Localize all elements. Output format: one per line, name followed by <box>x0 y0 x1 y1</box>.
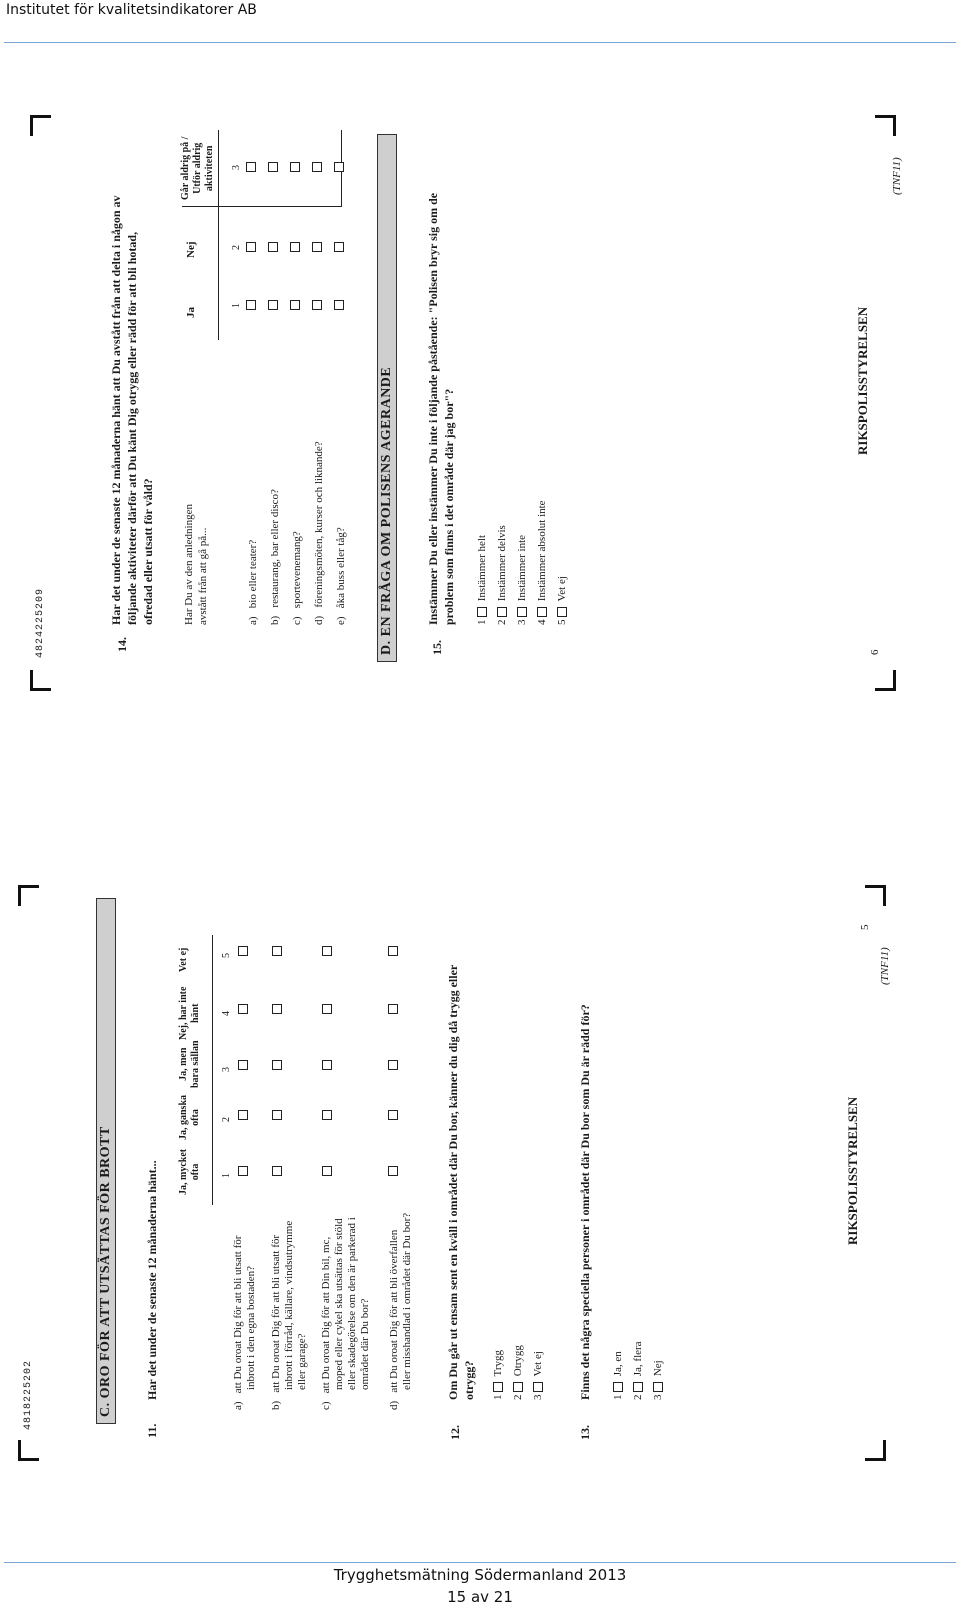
checkbox[interactable] <box>388 1004 398 1014</box>
crop-mark <box>875 115 896 136</box>
checkbox[interactable] <box>290 162 300 172</box>
q14-row-b: b) restaurang, bar eller disco? <box>269 489 281 625</box>
q13-text: Finns det några speciella personer i området där Du bor som Du är rädd för? <box>578 1004 592 1400</box>
checkbox[interactable] <box>322 1110 332 1120</box>
checkbox[interactable] <box>272 1004 282 1014</box>
q14-text: Har det under de senaste 12 månaderna hänt att Du avstått från att delta i någon av följande aktiviteter därför att Du känt Dig otrygg eller rädd för att bli hotad, ofredad eller utsatt för våld? <box>109 195 155 625</box>
checkbox[interactable] <box>493 1382 503 1392</box>
checkbox[interactable] <box>388 1110 398 1120</box>
checkbox[interactable] <box>557 607 567 617</box>
q14-num: 2 <box>231 245 242 250</box>
q11-col-4: Nej, har inte hänt <box>178 986 201 1040</box>
q12-option-1: 1 Trygg <box>492 1349 504 1400</box>
q12-options <box>488 1345 548 1400</box>
checkbox[interactable] <box>613 1382 623 1392</box>
header-rule <box>4 42 956 43</box>
q14-col-ja: Ja <box>185 307 197 318</box>
header-company: Institutet för kvalitetsindikatorer AB <box>6 2 257 18</box>
checkbox[interactable] <box>272 1166 282 1176</box>
q15-text: Instämmer Du eller instämmer Du inte i följande påstående: "Polisen bryr sig om de problem som finns i det område där jag bor"? <box>426 192 456 625</box>
q14-intro: Har Du av den anledningen avstått från att gå på... <box>183 504 209 625</box>
crop-mark <box>875 670 896 691</box>
q14-header-rule <box>218 130 219 340</box>
barcode-number: 4818225202 <box>23 1359 34 1430</box>
checkbox[interactable] <box>246 162 256 172</box>
q14-row-a: a) bio eller teater? <box>247 539 259 625</box>
checkbox[interactable] <box>322 1166 332 1176</box>
q11-num: 2 <box>221 1117 232 1122</box>
barcode-number: 4824225209 <box>35 587 46 658</box>
q13-option-1: 1 Ja, en <box>612 1351 624 1400</box>
section-d-title: D. EN FRÅGA OM POLISENS AGERANDE <box>377 134 397 662</box>
page-number: 6 <box>869 649 881 655</box>
footer-title: Trygghetsmätning Södermanland 2013 <box>333 1566 627 1584</box>
checkbox[interactable] <box>334 300 344 310</box>
q13-option-3: 3 Nej <box>652 1360 664 1400</box>
q11-text: Har det under de senaste 12 månaderna hänt... <box>145 1160 159 1400</box>
q11-row-b: b) att Du oroat Dig för att bli utsatt för inbrott i förråd, källare, vindsutrymme eller garage? <box>270 1220 308 1410</box>
footer-rule <box>4 1562 956 1563</box>
q11-col-2: Ja, ganska ofta <box>178 1094 201 1140</box>
q11-row-a: a) att Du oroat Dig för att bli utsatt för inbrott i den egna bostaden? <box>232 1235 257 1410</box>
footer-page: 15 av 21 <box>447 1588 513 1606</box>
q14-row-e: e) åka buss eller tåg? <box>335 527 347 625</box>
checkbox[interactable] <box>268 300 278 310</box>
checkbox[interactable] <box>334 162 344 172</box>
checkbox[interactable] <box>272 1060 282 1070</box>
q14-num: 3 <box>231 165 242 170</box>
checkbox[interactable] <box>517 607 527 617</box>
crop-mark <box>865 885 886 906</box>
checkbox[interactable] <box>272 946 282 956</box>
checkbox[interactable] <box>388 946 398 956</box>
q11-number: 11. <box>145 1423 159 1438</box>
crop-mark <box>30 115 51 136</box>
checkbox[interactable] <box>238 1004 248 1014</box>
checkbox[interactable] <box>312 242 322 252</box>
q11-num: 4 <box>221 1011 232 1016</box>
section-c-title: C. ORO FÖR ATT UTSÄTTAS FÖR BROTT <box>96 898 116 1424</box>
checkbox[interactable] <box>633 1382 643 1392</box>
q15-option-3: 3 Instämmer inte <box>516 534 528 625</box>
crop-mark <box>18 1440 39 1461</box>
crop-mark <box>865 1440 886 1461</box>
q11-num: 5 <box>221 953 232 958</box>
q15-number: 15. <box>430 640 444 655</box>
q11-num: 3 <box>221 1067 232 1072</box>
q11-col-5: Vet ej <box>178 947 189 972</box>
q15-option-1: 1 Instämmer helt <box>476 534 488 625</box>
crop-mark <box>30 670 51 691</box>
q14-never-rule <box>182 206 342 207</box>
q11-num: 1 <box>221 1173 232 1178</box>
checkbox[interactable] <box>322 1060 332 1070</box>
checkbox[interactable] <box>312 300 322 310</box>
checkbox[interactable] <box>238 1110 248 1120</box>
checkbox[interactable] <box>268 242 278 252</box>
form-code: (TNF11) <box>879 947 891 985</box>
q12-number: 12. <box>448 1425 462 1440</box>
q11-row-d: d) att Du oroat Dig för att bli överfallen eller misshandlad i området där Du bor? <box>388 1212 413 1410</box>
agency-name: RIKSPOLISSTYRELSEN <box>855 306 870 455</box>
checkbox[interactable] <box>322 1004 332 1014</box>
q14-col-nej: Nej <box>185 241 197 258</box>
checkbox[interactable] <box>653 1382 663 1392</box>
checkbox[interactable] <box>272 1110 282 1120</box>
q13-number: 13. <box>578 1425 592 1440</box>
q13-option-2: 2 Ja, flera <box>632 1341 644 1400</box>
page-number: 5 <box>859 924 871 930</box>
q14-row-c: c) sportevenemang? <box>291 531 303 625</box>
checkbox[interactable] <box>334 242 344 252</box>
q11-header-rule <box>212 935 213 1205</box>
q12-option-2: 2 Otrygg <box>512 1345 524 1400</box>
checkbox[interactable] <box>322 946 332 956</box>
checkbox[interactable] <box>477 607 487 617</box>
q11-col-1: Ja, mycket ofta <box>178 1148 201 1195</box>
checkbox[interactable] <box>533 1382 543 1392</box>
checkbox[interactable] <box>246 242 256 252</box>
agency-name: RIKSPOLISSTYRELSEN <box>845 1096 860 1245</box>
checkbox[interactable] <box>268 162 278 172</box>
q15-option-5: 5 Vet ej <box>556 576 568 625</box>
checkbox[interactable] <box>497 607 507 617</box>
checkbox[interactable] <box>290 242 300 252</box>
checkbox[interactable] <box>238 1060 248 1070</box>
checkbox[interactable] <box>537 607 547 617</box>
q15-option-2: 2 Instämmer delvis <box>496 525 508 625</box>
q14-num: 1 <box>231 303 242 308</box>
q14-row-d: d) föreningsmöten, kurser och liknande? <box>313 441 325 625</box>
q11-col-3: Ja, men bara sällan <box>178 1040 201 1088</box>
checkbox[interactable] <box>388 1060 398 1070</box>
checkbox[interactable] <box>246 300 256 310</box>
q14-col-never: Går aldrig på / Utför aldrig aktiviteten <box>180 136 215 200</box>
checkbox[interactable] <box>513 1382 523 1392</box>
crop-mark <box>18 885 39 906</box>
q13-options <box>608 1341 668 1400</box>
checkbox[interactable] <box>238 946 248 956</box>
q12-text: Om Du går ut ensam sent en kväll i området där Du bor, känner du dig då trygg eller otrygg? <box>446 964 476 1400</box>
q15-options <box>472 500 572 625</box>
checkbox[interactable] <box>388 1166 398 1176</box>
checkbox[interactable] <box>290 300 300 310</box>
q15-option-4: 4 Instämmer absolut inte <box>536 500 548 625</box>
form-code: (TNF11) <box>891 157 903 195</box>
q14-number: 14. <box>115 637 129 652</box>
q11-row-c: c) att Du oroat Dig för att Din bil, mc, moped eller cykel ska utsättas för stöld eller skadegörelse om den är parkerad i området där Du bor? <box>320 1217 371 1410</box>
q12-option-3: 3 Vet ej <box>532 1351 544 1400</box>
checkbox[interactable] <box>238 1166 248 1176</box>
checkbox[interactable] <box>312 162 322 172</box>
